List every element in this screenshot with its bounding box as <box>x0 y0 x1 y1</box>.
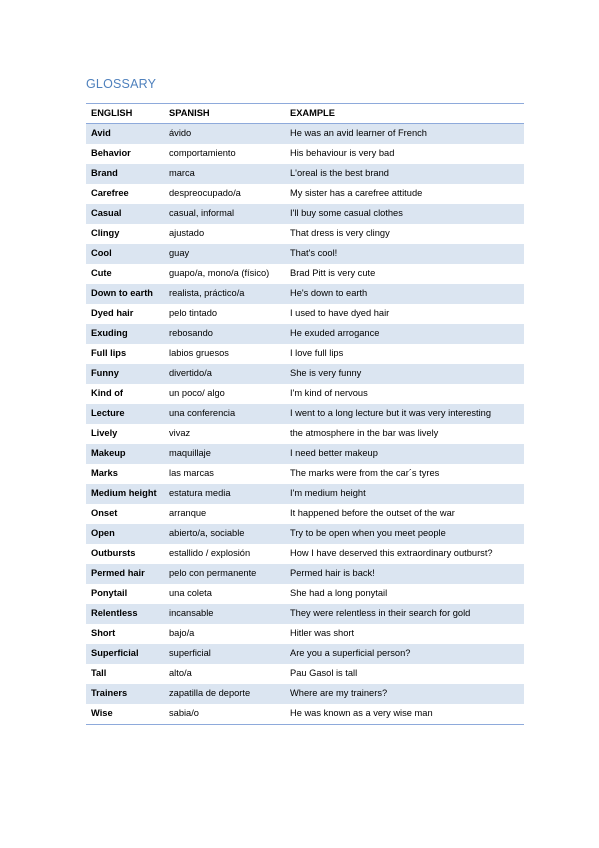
page-title: GLOSSARY <box>86 77 157 91</box>
english-term: Lecture <box>86 404 164 424</box>
english-term: Open <box>86 524 164 544</box>
english-term: Lively <box>91 428 118 438</box>
spanish-translation: un poco/ algo <box>169 388 225 398</box>
table-row <box>86 124 524 145</box>
table-row <box>86 664 524 684</box>
example-sentence: That's cool! <box>285 244 524 264</box>
example-sentence: Are you a superficial person? <box>285 644 524 664</box>
spanish-translation: realista, práctico/a <box>164 284 285 304</box>
table-row <box>86 464 524 484</box>
table-row <box>86 364 524 384</box>
table-row <box>86 284 524 304</box>
english-term: Exuding <box>86 324 164 344</box>
example-sentence: I love full lips <box>290 348 344 358</box>
table-row <box>86 404 524 424</box>
spanish-translation: divertido/a <box>164 364 285 384</box>
english-term: Permed hair <box>86 564 164 584</box>
spanish-translation: superficial <box>164 644 285 664</box>
spanish-translation: despreocupado/a <box>169 188 241 198</box>
header-example: EXAMPLE <box>285 104 524 124</box>
spanish-translation: pelo tintado <box>169 308 218 318</box>
example-sentence: Brad Pitt is very cute <box>290 268 376 278</box>
example-sentence: the atmosphere in the bar was lively <box>290 428 439 438</box>
spanish-translation: bajo/a <box>169 628 195 638</box>
spanish-translation: arranque <box>169 508 207 518</box>
example-sentence: They were relentless in their search for gold <box>285 604 524 624</box>
table-row <box>86 584 524 604</box>
spanish-translation: ávido <box>164 124 285 145</box>
example-sentence: I went to a long lecture but it was very interesting <box>285 404 524 424</box>
table-row <box>86 244 524 264</box>
glossary-table <box>86 103 524 725</box>
english-term: Onset <box>91 508 118 518</box>
english-term: Full lips <box>91 348 127 358</box>
english-term: Outbursts <box>91 548 136 558</box>
example-sentence: Where are my trainers? <box>285 684 524 704</box>
example-sentence: How I have deserved this extraordinary outburst? <box>290 548 493 558</box>
table-row <box>86 684 524 704</box>
spanish-translation: vivaz <box>169 428 191 438</box>
spanish-translation: rebosando <box>164 324 285 344</box>
english-term: Relentless <box>86 604 164 624</box>
spanish-translation: pelo con permanente <box>164 564 285 584</box>
table-row <box>86 164 524 184</box>
header-english: ENGLISH <box>86 104 164 124</box>
example-sentence: His behaviour is very bad <box>290 148 395 158</box>
english-term: Makeup <box>86 444 164 464</box>
example-sentence: Permed hair is back! <box>285 564 524 584</box>
table-row <box>86 524 524 544</box>
english-term: Superficial <box>86 644 164 664</box>
spanish-translation: abierto/a, sociable <box>164 524 285 544</box>
table-row <box>86 264 524 284</box>
table-row <box>86 324 524 344</box>
english-term: Clingy <box>91 228 120 238</box>
example-sentence: I'm kind of nervous <box>290 388 368 398</box>
example-sentence: I need better makeup <box>285 444 524 464</box>
table-row <box>86 204 524 224</box>
table-row <box>86 384 524 404</box>
spanish-translation: labios gruesos <box>169 348 229 358</box>
spanish-translation: alto/a <box>169 668 192 678</box>
example-sentence: He was known as a very wise man <box>285 704 524 725</box>
spanish-translation: casual, informal <box>164 204 285 224</box>
spanish-translation: sabia/o <box>164 704 285 725</box>
english-term: Down to earth <box>86 284 164 304</box>
example-sentence: I'm medium height <box>285 484 524 504</box>
table-row <box>86 484 524 504</box>
header-spanish: SPANISH <box>164 104 285 124</box>
table-header-row <box>86 104 524 124</box>
spanish-translation: comportamiento <box>169 148 236 158</box>
example-sentence: Try to be open when you meet people <box>285 524 524 544</box>
example-sentence: The marks were from the car´s tyres <box>290 468 440 478</box>
table-row <box>86 624 524 644</box>
english-term: Trainers <box>86 684 164 704</box>
spanish-translation: una conferencia <box>164 404 285 424</box>
spanish-translation: una coleta <box>169 588 212 598</box>
table-row <box>86 544 524 564</box>
example-sentence: I used to have dyed hair <box>290 308 390 318</box>
glossary-body <box>86 124 524 725</box>
table-row <box>86 644 524 664</box>
spanish-translation: ajustado <box>169 228 205 238</box>
table-row <box>86 424 524 444</box>
english-term: Marks <box>91 468 118 478</box>
example-sentence: She had a long ponytail <box>290 588 388 598</box>
english-term: Short <box>91 628 116 638</box>
english-term: Wise <box>86 704 164 725</box>
spanish-translation: zapatilla de deporte <box>164 684 285 704</box>
example-sentence: L'oreal is the best brand <box>285 164 524 184</box>
table-row <box>86 704 524 725</box>
table-row <box>86 564 524 584</box>
table-row <box>86 224 524 244</box>
table-row <box>86 604 524 624</box>
english-term: Avid <box>86 124 164 145</box>
spanish-translation: estatura media <box>164 484 285 504</box>
english-term: Behavior <box>91 148 131 158</box>
spanish-translation: estallido / explosión <box>169 548 251 558</box>
table-row <box>86 144 524 164</box>
table-row <box>86 304 524 324</box>
table-row <box>86 344 524 364</box>
spanish-translation: maquillaje <box>164 444 285 464</box>
english-term: Kind of <box>91 388 124 398</box>
english-term: Funny <box>86 364 164 384</box>
table-row <box>86 444 524 464</box>
example-sentence: He exuded arrogance <box>285 324 524 344</box>
example-sentence: I'll buy some casual clothes <box>285 204 524 224</box>
spanish-translation: guapo/a, mono/a (físico) <box>169 268 270 278</box>
english-term: Cool <box>86 244 164 264</box>
spanish-translation: incansable <box>164 604 285 624</box>
english-term: Medium height <box>86 484 164 504</box>
example-sentence: He's down to earth <box>285 284 524 304</box>
english-term: Ponytail <box>91 588 128 598</box>
example-sentence: She is very funny <box>285 364 524 384</box>
table-row <box>86 184 524 204</box>
english-term: Casual <box>86 204 164 224</box>
english-term: Dyed hair <box>91 308 134 318</box>
spanish-translation: marca <box>164 164 285 184</box>
example-sentence: It happened before the outset of the war <box>290 508 455 518</box>
english-term: Tall <box>91 668 107 678</box>
english-term: Carefree <box>91 188 129 198</box>
example-sentence: Hitler was short <box>290 628 355 638</box>
english-term: Cute <box>91 268 112 278</box>
spanish-translation: guay <box>164 244 285 264</box>
example-sentence: Pau Gasol is tall <box>290 668 358 678</box>
example-sentence: My sister has a carefree attitude <box>290 188 423 198</box>
english-term: Brand <box>86 164 164 184</box>
example-sentence: That dress is very clingy <box>290 228 390 238</box>
spanish-translation: las marcas <box>169 468 214 478</box>
table-row <box>86 504 524 524</box>
example-sentence: He was an avid learner of French <box>285 124 524 145</box>
